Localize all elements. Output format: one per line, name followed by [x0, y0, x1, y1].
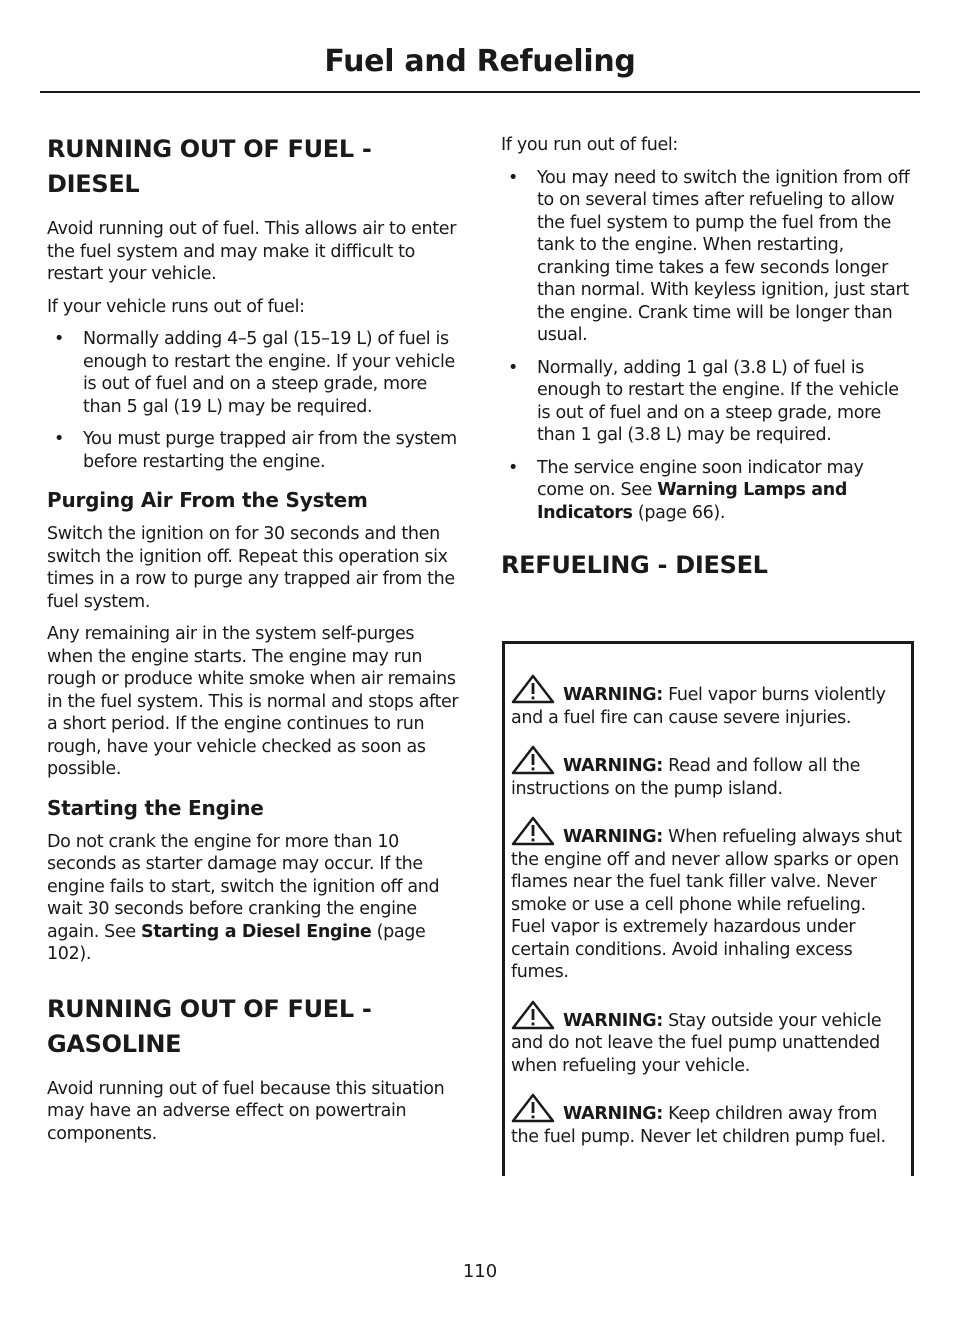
- warning-label: WARNING:: [563, 1010, 663, 1031]
- paragraph: If your vehicle runs out of fuel:: [47, 296, 305, 317]
- warning-triangle-icon: [511, 745, 555, 775]
- page-reference: (page 66).: [632, 502, 726, 523]
- subheading-starting: Starting the Engine: [47, 795, 264, 820]
- section-heading-line: RUNNING OUT OF FUEL -: [47, 135, 372, 163]
- paragraph: Any remaining air in the system self-purges when the engine starts. The engine may run rough or produce white smoke when air remains in the fuel system. This is normal and stops after a short period. If the engine continues to run rough, have your vehicle checked as soon as possible.: [47, 624, 459, 779]
- list-item: [501, 357, 913, 447]
- bullet-marker: •: [508, 357, 518, 378]
- warning-text: Keep children away from the fuel pump. Never let children pump fuel.: [511, 1104, 886, 1147]
- subheading-purging: Purging Air From the System: [47, 488, 368, 512]
- warning-triangle-icon: [511, 674, 555, 704]
- section-heading-line: DIESEL: [47, 170, 140, 198]
- warning-text: When refueling always shut the engine off and never allow sparks or open flames near the fuel tank filler valve. Never smoke or use a cell phone while refueling. Fuel vapor is extremely hazardous under certain conditions. Avoid inhaling excess fumes.: [511, 827, 902, 982]
- paragraph: [47, 831, 465, 966]
- page-reference: (page 102).: [47, 921, 426, 964]
- section-heading-diesel: [47, 132, 465, 202]
- warning-text: Fuel vapor burns violently and a fuel fire can cause severe injuries.: [511, 685, 886, 728]
- list-item: [501, 457, 913, 525]
- list-item-text: You must purge trapped air from the system before restarting the engine.: [83, 429, 457, 472]
- bullet-list: [47, 328, 465, 473]
- warning-item: [511, 674, 905, 729]
- list-item-text: Normally adding 4–5 gal (15–19 L) of fuel is enough to restart the engine. If your vehicle is out of fuel and on a steep grade, more than 5 gal (19 L) may be required.: [83, 329, 455, 417]
- list-item-text: The service engine soon indicator may come on. See: [537, 457, 864, 500]
- warning-text: Read and follow all the instructions on the pump island.: [511, 756, 860, 799]
- warning-item: [511, 1093, 905, 1148]
- bullet-list: [501, 167, 913, 525]
- warning-item: [511, 745, 905, 800]
- page-number: 110: [462, 1261, 498, 1282]
- list-item: [501, 167, 913, 347]
- paragraph: If you run out of fuel:: [501, 135, 678, 155]
- warning-item: [511, 1000, 905, 1078]
- warning-label: WARNING:: [563, 756, 663, 776]
- section-heading-line: GASOLINE: [47, 1029, 182, 1058]
- section-heading-line: RUNNING OUT OF FUEL -: [47, 994, 372, 1023]
- list-item: [47, 328, 465, 418]
- section-heading-gasoline: [47, 992, 465, 1062]
- paragraph: Avoid running out of fuel because this situation may have an adverse effect on powertrain components.: [47, 1078, 445, 1144]
- list-item-text: You may need to switch the ignition from off to on several times after refueling to allow the fuel system to pump the fuel from the tank to the engine. When restarting, cranking time takes a few seconds longer than normal. With keyless ignition, just start the engine. Crank time will be longer than usual.: [537, 167, 910, 345]
- section-heading-refueling: REFUELING - DIESEL: [501, 551, 768, 579]
- warning-box: [502, 641, 914, 1176]
- header-divider: [40, 91, 920, 93]
- warning-triangle-icon: [511, 1000, 555, 1030]
- bullet-marker: •: [54, 329, 64, 349]
- warning-label: WARNING:: [563, 1104, 663, 1124]
- warning-text: Stay outside your vehicle and do not leave the fuel pump unattended when refueling your vehicle.: [511, 1010, 882, 1076]
- cross-reference-link[interactable]: Warning Lamps and Indicators: [537, 480, 848, 523]
- bullet-marker: •: [508, 167, 518, 188]
- warning-item: [511, 816, 905, 984]
- bullet-marker: •: [54, 429, 64, 449]
- warning-label: WARNING:: [563, 685, 663, 705]
- left-column: [47, 132, 465, 1155]
- right-column: [501, 134, 913, 599]
- list-item: [47, 428, 465, 473]
- list-item-text: Normally, adding 1 gal (3.8 L) of fuel is enough to restart the engine. If the vehicle is out of fuel and on a steep grade, more than 1 gal (3.8 L) may be required.: [537, 357, 899, 445]
- warning-label: WARNING:: [563, 827, 663, 847]
- paragraph: Switch the ignition on for 30 seconds and then switch the ignition off. Repeat this operation six times in a row to purge any trapped air from the fuel system.: [47, 524, 455, 612]
- warning-triangle-icon: [511, 1093, 555, 1123]
- cross-reference-link[interactable]: Starting a Diesel Engine: [141, 921, 372, 942]
- bullet-marker: •: [508, 457, 518, 478]
- paragraph: Avoid running out of fuel. This allows air to enter the fuel system and may make it difficult to restart your vehicle.: [47, 219, 457, 284]
- page-title: Fuel and Refueling: [324, 44, 636, 79]
- warning-triangle-icon: [511, 816, 555, 846]
- paragraph-text: Do not crank the engine for more than 10 seconds as starter damage may occur. If the engine fails to start, switch the ignition off and wait 30 seconds before cranking the engine again. See: [47, 831, 440, 942]
